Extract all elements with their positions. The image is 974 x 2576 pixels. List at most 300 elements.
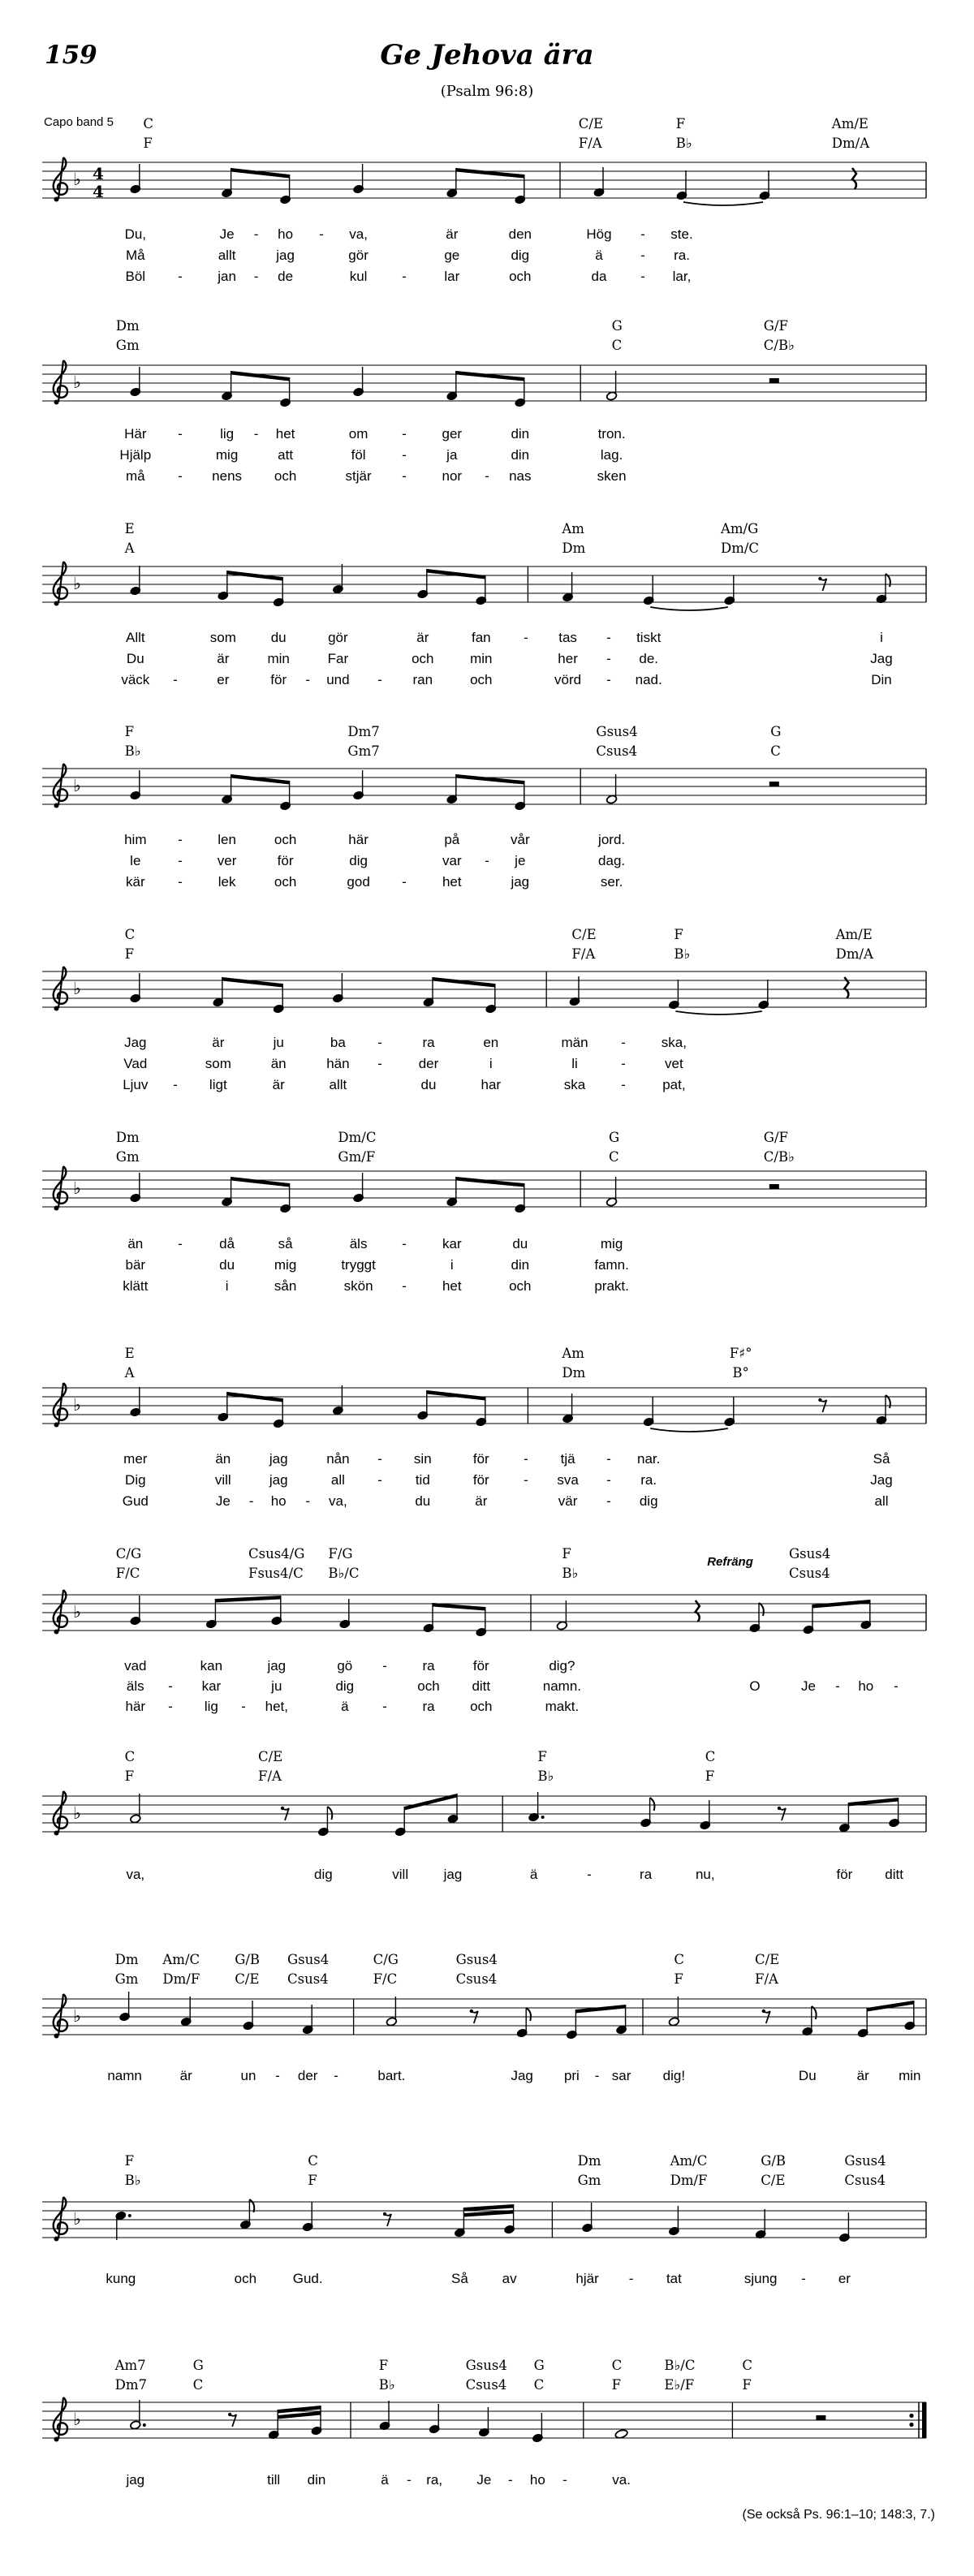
chord-symbol: F	[611, 2377, 622, 2393]
notation-b2	[446, 371, 526, 407]
lyric-syllable: än	[127, 1236, 144, 1251]
lyric-syllable: Här	[124, 426, 147, 442]
notation-b2	[222, 371, 291, 407]
chord-symbol: Gm	[577, 2173, 601, 2188]
lyric-syllable: lig	[220, 426, 235, 442]
staff-system-9	[42, 1786, 931, 1838]
beam	[867, 2001, 914, 2012]
notation-rh	[769, 1184, 779, 1189]
notation-b16	[268, 2406, 322, 2440]
chord-symbol: C	[192, 2377, 204, 2393]
notation-qd	[115, 2211, 131, 2240]
lyric-syllable: ser.	[600, 874, 623, 890]
chord-symbol: Am/G	[721, 521, 759, 536]
lyric-syllable: ste.	[670, 226, 693, 242]
lyric-syllable: väck	[121, 672, 150, 687]
lyric-syllable: her	[558, 651, 578, 666]
chord-symbol: Csus4/G	[248, 1546, 305, 1562]
lyric-hyphen: -	[606, 630, 611, 645]
notation-q	[130, 1596, 141, 1626]
beam	[231, 774, 290, 785]
lyric-syllable: Så	[450, 2271, 468, 2286]
chord-symbol: Csus4	[287, 1971, 329, 1987]
chord-symbol: G	[192, 2358, 204, 2373]
chord-symbol: Am	[562, 521, 584, 536]
lyric-syllable: Far	[327, 651, 349, 666]
chord-symbol: C/E	[571, 927, 597, 942]
lyric-syllable: är	[856, 2068, 869, 2083]
lyric-syllable: jord.	[598, 832, 626, 847]
notation-q	[130, 1387, 141, 1417]
notation-r8	[228, 2413, 236, 2427]
lyric-syllable: tjä	[560, 1451, 575, 1467]
notation-e8	[516, 2008, 531, 2038]
lyric-syllable: ran	[412, 672, 433, 687]
lyric-syllable: namn.	[542, 1678, 582, 1694]
lyric-syllable: föl	[351, 447, 366, 463]
lyric-syllable: i	[225, 1278, 229, 1294]
lyric-syllable: min	[267, 651, 290, 666]
lyric-syllable: tid	[415, 1472, 430, 1488]
chord-symbol: Gsus4	[287, 1952, 330, 1967]
lyric-hyphen: -	[606, 1472, 611, 1488]
beam	[812, 1600, 870, 1609]
lyric-syllable: ditt	[472, 1678, 491, 1694]
notation-q	[332, 973, 343, 1003]
lyric-syllable: de.	[639, 651, 659, 666]
notation-q	[724, 1397, 735, 1427]
lyric-syllable: att	[278, 447, 294, 463]
lyric-syllable: min	[470, 651, 493, 666]
treble-clef-icon	[54, 1383, 67, 1428]
lyric-syllable: är	[272, 1077, 285, 1092]
lyric-syllable: för	[277, 853, 294, 868]
lyric-hyphen: -	[594, 2068, 600, 2083]
notation-q	[130, 1173, 141, 1203]
chord-symbol: G/B	[235, 1952, 261, 1967]
lyric-syllable: män	[561, 1035, 588, 1050]
lyric-syllable: jag	[269, 1472, 288, 1488]
lyric-syllable: ligt	[209, 1077, 227, 1092]
treble-clef-icon	[54, 1994, 67, 2039]
treble-clef-icon	[54, 562, 67, 606]
key-flat-icon: ♭	[73, 373, 81, 392]
chord-symbol: C	[609, 1149, 619, 1165]
lyric-hyphen: -	[377, 1056, 382, 1071]
lyric-hyphen: -	[801, 2271, 806, 2286]
lyric-syllable: är	[446, 226, 459, 242]
beam	[456, 168, 524, 179]
lyric-syllable: var	[442, 853, 462, 868]
beam	[456, 774, 524, 785]
chord-symbol: C	[308, 2153, 318, 2169]
lyric-hyphen: -	[640, 269, 645, 284]
chord-symbol: Gsus4	[596, 724, 638, 739]
lyric-syllable: Vad	[123, 1056, 148, 1071]
chord-symbol: C/B♭	[763, 1149, 795, 1165]
lyric-syllable: all	[330, 1472, 345, 1488]
key-flat-icon: ♭	[73, 574, 81, 593]
notation-hd	[130, 2400, 146, 2430]
lyric-hyphen: -	[173, 1077, 178, 1092]
lyric-syllable: ge	[444, 248, 460, 263]
beam	[456, 371, 524, 381]
chord-symbol: Gsus4	[455, 1952, 498, 1967]
chord-symbol: F/A	[258, 1768, 282, 1784]
chord-symbol: G/F	[763, 1130, 788, 1145]
chord-symbol: C/E	[755, 1952, 780, 1967]
lyric-hyphen: -	[524, 630, 528, 645]
notation-h	[606, 774, 618, 804]
lyric-syllable: bart.	[377, 2068, 406, 2083]
lyric-hyphen: -	[621, 1077, 626, 1092]
lyric-syllable: dig?	[549, 1658, 575, 1674]
lyric-syllable: sin	[413, 1451, 432, 1467]
lyric-syllable: Allt	[125, 630, 145, 645]
lyric-syllable: kung	[106, 2271, 136, 2286]
chord-symbol: B°	[732, 1365, 749, 1381]
notation-b2	[417, 569, 487, 605]
notation-b2	[446, 774, 526, 811]
notation-b2	[213, 977, 284, 1014]
lyric-syllable: god	[347, 874, 370, 890]
lyric-syllable: ju	[271, 1678, 282, 1694]
chord-symbol: C	[611, 2358, 623, 2373]
lyric-syllable: nu,	[695, 1867, 715, 1882]
lyric-syllable: pat,	[662, 1077, 686, 1092]
chord-symbol: Dm	[114, 1952, 139, 1967]
treble-clef-icon	[54, 967, 67, 1011]
chord-symbol: F/A	[571, 946, 596, 962]
lyric-hyphen: -	[178, 1236, 183, 1251]
chord-symbol: Gm	[114, 1971, 139, 1987]
chord-symbol: C/B♭	[763, 338, 795, 353]
notation-e8	[239, 2199, 254, 2229]
lyric-hyphen: -	[402, 1278, 407, 1294]
chord-symbol: G	[609, 1130, 620, 1145]
lyric-syllable: är	[217, 651, 230, 666]
notation-q	[759, 170, 770, 200]
notation-r8	[383, 2212, 391, 2226]
lyric-syllable: ra.	[674, 248, 690, 263]
lyric-hyphen: -	[587, 1867, 592, 1882]
notation-h	[606, 371, 618, 401]
notation-tie	[683, 202, 763, 205]
lyric-syllable: nor	[442, 468, 463, 484]
lyric-syllable: mig	[215, 447, 239, 463]
lyric-syllable: i	[880, 630, 883, 645]
song-number: 159	[45, 41, 97, 70]
lyric-syllable: namn	[107, 2068, 142, 2083]
lyric-syllable: ska	[563, 1077, 586, 1092]
chord-symbol: F/A	[578, 136, 602, 151]
lyric-syllable: mig	[274, 1257, 297, 1273]
song-title: Ge Jehova ära	[380, 39, 594, 71]
chord-symbol: Dm	[577, 2153, 601, 2169]
lyric-hyphen: -	[606, 672, 611, 687]
lyric-syllable: Du	[126, 651, 144, 666]
lyric-syllable: ho	[529, 2472, 545, 2488]
lyric-hyphen: -	[402, 1236, 407, 1251]
lyric-syllable: vår	[510, 832, 530, 847]
notation-q	[429, 2404, 440, 2434]
lyric-syllable: jag	[267, 1658, 287, 1674]
lyric-syllable: mer	[123, 1451, 148, 1467]
lyric-syllable: vill	[392, 1867, 409, 1882]
chord-symbol: A	[124, 1365, 135, 1381]
key-flat-icon: ♭	[73, 1803, 81, 1823]
notation-q	[353, 367, 364, 397]
lyric-syllable: hjär	[575, 2271, 599, 2286]
scripture-reference: (Psalm 96:8)	[440, 83, 534, 100]
lyric-syllable: är	[475, 1493, 488, 1509]
lyric-syllable: sken	[597, 468, 627, 484]
chord-symbol: Gsus4	[844, 2153, 886, 2169]
lyric-hyphen: -	[606, 1493, 611, 1509]
lyric-syllable: dag.	[598, 853, 626, 868]
lyric-hyphen: -	[485, 853, 489, 868]
beam	[231, 371, 290, 381]
chord-symbol: F	[674, 927, 683, 942]
chord-symbol: C/G	[373, 1952, 399, 1967]
lyric-syllable: tat	[666, 2271, 682, 2286]
chord-symbol: Am	[562, 1346, 584, 1361]
lyric-syllable: dig	[639, 1493, 658, 1509]
lyric-syllable: stjär	[345, 468, 372, 484]
lyric-syllable: äls	[349, 1236, 368, 1251]
lyric-hyphen: -	[178, 832, 183, 847]
lyric-syllable: här	[348, 832, 368, 847]
notation-b2	[222, 1177, 291, 1213]
notation-q	[243, 2001, 254, 2031]
lyric-syllable: Må	[125, 248, 145, 263]
lyric-syllable: Jag	[870, 1472, 893, 1488]
lyric-syllable: ja	[446, 447, 458, 463]
notation-r8	[281, 1807, 289, 1820]
lyric-syllable: ra	[422, 1658, 435, 1674]
notation-r8	[470, 2010, 478, 2023]
chord-symbol: Csus4	[596, 743, 638, 759]
lyric-syllable: ra.	[640, 1472, 657, 1488]
lyric-syllable: och	[509, 269, 532, 284]
lyric-syllable: je	[515, 853, 526, 868]
chord-symbol: B♭	[124, 2173, 141, 2188]
lyric-hyphen: -	[628, 2271, 634, 2286]
lyric-syllable: i	[450, 1257, 454, 1273]
beam	[575, 2005, 625, 2014]
lyric-hyphen: -	[377, 672, 382, 687]
lyric-hyphen: -	[253, 426, 259, 442]
notation-q	[562, 1394, 574, 1424]
refrain-label: Refräng	[707, 1555, 753, 1569]
lyric-syllable: en	[483, 1035, 499, 1050]
lyric-syllable: jag	[126, 2472, 145, 2488]
lyric-syllable: må	[125, 468, 145, 484]
lyric-syllable: gör	[348, 248, 368, 263]
lyric-syllable: Je	[801, 1678, 816, 1694]
key-flat-icon: ♭	[73, 1602, 81, 1622]
lyric-hyphen: -	[485, 468, 489, 484]
chord-symbol: Gsus4	[465, 2358, 507, 2373]
key-flat-icon: ♭	[73, 170, 81, 189]
notation-q	[119, 1992, 131, 2022]
lyric-syllable: va.	[612, 2472, 631, 2488]
lyric-hyphen: -	[319, 226, 324, 242]
lyric-syllable: makt.	[545, 1699, 580, 1714]
notation-b2	[222, 168, 291, 205]
key-flat-icon: ♭	[73, 2006, 81, 2026]
lyric-hyphen: -	[402, 447, 407, 463]
lyric-hyphen: -	[178, 426, 183, 442]
treble-clef-icon	[54, 1791, 67, 1836]
lyric-syllable: Jag	[870, 651, 893, 666]
lyric-syllable: un	[240, 2068, 256, 2083]
notation-h	[668, 1997, 679, 2027]
lyric-syllable: het	[442, 1278, 462, 1294]
chord-symbol: Dm7	[114, 2377, 147, 2393]
lyric-syllable: och	[417, 1678, 440, 1694]
lyric-syllable: all	[874, 1493, 889, 1509]
lyric-syllable: er	[838, 2271, 851, 2286]
footer-reference: (Se också Ps. 96:1–10; 148:3, 7.)	[742, 2508, 935, 2522]
lyric-syllable: nens	[212, 468, 243, 484]
chord-symbol: C	[124, 927, 136, 942]
lyric-hyphen: -	[382, 1699, 387, 1714]
chord-symbol: Dm/C	[721, 541, 760, 556]
lyric-syllable: vad	[124, 1658, 147, 1674]
notation-q	[180, 1997, 192, 2027]
lyric-hyphen: -	[835, 1678, 840, 1694]
lyric-syllable: då	[219, 1236, 235, 1251]
treble-clef-icon	[54, 2197, 67, 2242]
lyric-syllable: lag.	[600, 447, 623, 463]
lyric-syllable: Så	[873, 1451, 890, 1467]
lyric-hyphen: -	[894, 1678, 899, 1694]
notation-rh	[769, 378, 779, 383]
chord-symbol: G	[611, 318, 623, 334]
lyric-syllable: dig	[511, 248, 530, 263]
treble-clef-icon	[54, 2397, 67, 2442]
lyric-syllable: O	[749, 1678, 761, 1694]
lyric-syllable: Böl	[125, 269, 146, 284]
chord-symbol: F	[674, 1971, 683, 1987]
treble-clef-icon	[54, 157, 67, 202]
notation-q	[353, 1173, 364, 1203]
chord-symbol: C/E	[258, 1749, 283, 1764]
notation-q	[838, 2212, 850, 2242]
lyric-hyphen: -	[248, 1493, 254, 1509]
beam	[427, 569, 485, 579]
lyric-syllable: är	[212, 1035, 225, 1050]
lyric-syllable: allt	[218, 248, 236, 263]
lyric-hyphen: -	[640, 226, 645, 242]
lyric-syllable: vill	[214, 1472, 231, 1488]
key-flat-icon: ♭	[73, 776, 81, 795]
key-flat-icon: ♭	[73, 1178, 81, 1198]
lyric-syllable: du	[512, 1236, 528, 1251]
lyric-syllable: om	[348, 426, 368, 442]
chord-symbol: F	[308, 2173, 317, 2188]
lyric-syllable: der	[418, 1056, 439, 1071]
capo-label: Capo band 5	[44, 115, 114, 129]
lyric-syllable: lek	[218, 874, 236, 890]
lyric-hyphen: -	[334, 2068, 338, 2083]
notation-b2	[222, 774, 291, 811]
lyric-syllable: ho	[858, 1678, 874, 1694]
chord-symbol: Dm/F	[162, 1971, 200, 1987]
treble-clef-icon	[54, 764, 67, 808]
notation-h	[556, 1600, 567, 1630]
lyric-syllable: li	[571, 1056, 578, 1071]
lyric-syllable: kar	[201, 1678, 222, 1694]
notation-tie	[675, 1011, 761, 1014]
key-flat-icon: ♭	[73, 2209, 81, 2229]
chord-symbol: C	[674, 1952, 685, 1967]
lyric-syllable: der	[297, 2068, 318, 2083]
lyric-hyphen: -	[241, 1699, 246, 1714]
notation-rh	[769, 782, 779, 786]
notation-q	[379, 2401, 390, 2431]
lyric-syllable: him	[124, 832, 147, 847]
lyric-hyphen: -	[606, 651, 611, 666]
lyric-syllable: da	[591, 269, 607, 284]
lyric-syllable: und	[326, 672, 350, 687]
lyric-syllable: för	[472, 1451, 489, 1467]
chord-symbol: Dm7	[347, 724, 380, 739]
lyric-syllable: jag	[276, 248, 295, 263]
lyric-hyphen: -	[377, 1472, 382, 1488]
lyric-syllable: Je	[476, 2472, 492, 2488]
lyric-syllable: het,	[265, 1699, 288, 1714]
beam	[231, 168, 290, 179]
lyric-syllable: Gud.	[292, 2271, 323, 2286]
lyric-hyphen: -	[305, 672, 311, 687]
lyric-hyphen: -	[377, 1035, 382, 1050]
chord-symbol: Dm	[115, 318, 140, 334]
lyric-syllable: ditt	[885, 1867, 903, 1882]
key-flat-icon: ♭	[73, 2410, 81, 2429]
lyric-hyphen: -	[562, 2472, 567, 2488]
chord-symbol: Gm7	[347, 743, 380, 759]
lyric-syllable: och	[274, 468, 297, 484]
lyric-syllable: Je	[219, 226, 235, 242]
lyric-syllable: och	[470, 1699, 493, 1714]
lyric-syllable: nån	[326, 1451, 350, 1467]
notation-q	[643, 575, 654, 605]
lyric-hyphen: -	[640, 248, 645, 263]
lyric-hyphen: -	[168, 1678, 173, 1694]
lyric-syllable: ger	[442, 426, 463, 442]
notation-b2	[394, 1794, 459, 1837]
notation-q	[582, 2203, 593, 2233]
lyric-syllable: du	[219, 1257, 235, 1273]
notation-q	[724, 575, 735, 605]
lyric-syllable: le	[130, 853, 141, 868]
lyric-syllable: er	[217, 672, 230, 687]
lyric-syllable: vet	[665, 1056, 683, 1071]
lyric-syllable: ä	[341, 1699, 349, 1714]
notation-q	[755, 2209, 766, 2239]
lyric-syllable: min	[899, 2068, 921, 2083]
lyric-syllable: Din	[871, 672, 892, 687]
chord-symbol: C	[533, 2377, 545, 2393]
staff-system-5	[42, 962, 931, 1014]
notation-e8	[749, 1603, 764, 1633]
lyric-syllable: ver	[217, 853, 237, 868]
chord-symbol: F	[124, 946, 135, 962]
staff-system-4	[42, 759, 931, 811]
lyric-syllable: ba	[330, 1035, 346, 1050]
